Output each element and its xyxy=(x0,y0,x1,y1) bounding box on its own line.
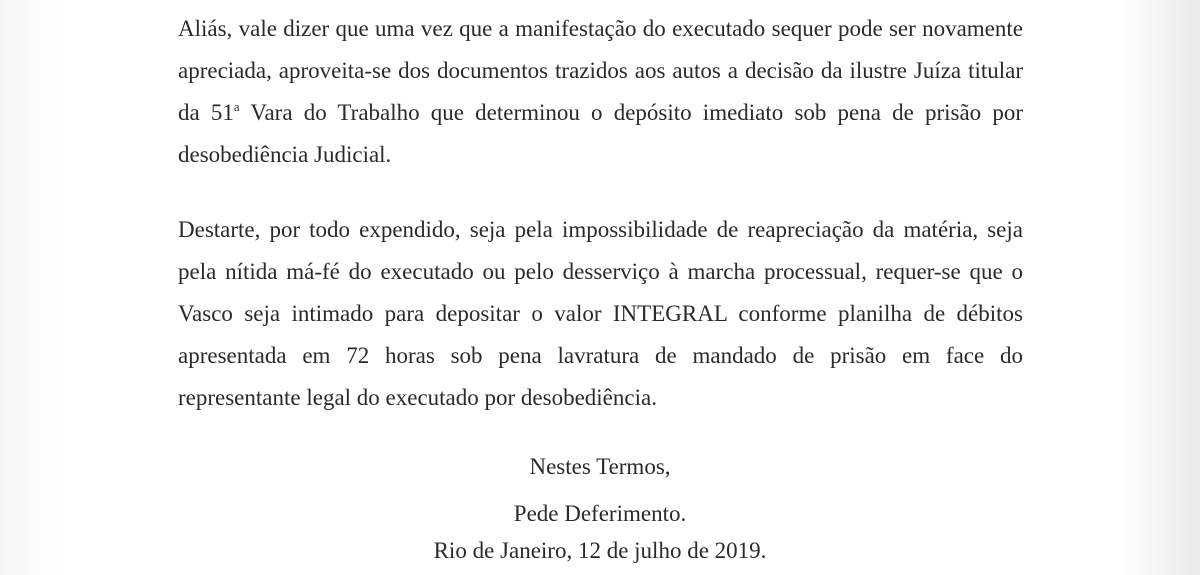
paragraph-1-line-4: desobediência Judicial. xyxy=(178,142,392,167)
paragraph-1-line-3-prefix: da 51 xyxy=(178,100,234,125)
paragraph-1 xyxy=(178,8,1023,176)
paragraph-2-line-4: apresentada em 72 horas sob pena lavratura de mandado de prisão em face do xyxy=(178,343,1023,368)
closing-date-line: Rio de Janeiro, 12 de julho de 2019. xyxy=(433,538,767,563)
closing-pede-deferimento: Pede Deferimento. xyxy=(513,501,687,526)
paragraph-2-line-5: representante legal do executado por desobediência. xyxy=(178,385,657,410)
ordinal-superscript: a xyxy=(233,99,240,114)
paragraph-2-line-1: Destarte, por todo expendido, seja pela impossibilidade de reapreciação da matéria, seja xyxy=(178,217,1023,242)
paragraph-2-line-3: Vasco seja intimado para depositar o valor INTEGRAL conforme planilha de débitos xyxy=(178,301,1023,326)
paragraph-2-line-2: pela nítida má-fé do executado ou pelo desserviço à marcha processual, requer-se que o xyxy=(178,259,1023,284)
paragraph-1-line-3 xyxy=(178,92,1023,134)
paragraph-1-line-1: Aliás, vale dizer que uma vez que a manifestação do executado sequer pode ser novamente xyxy=(178,16,1023,41)
closing-nestes-termos: Nestes Termos, xyxy=(529,454,671,479)
paragraph-1-line-2: apreciada, aproveita-se dos documentos trazidos aos autos a decisão da ilustre Juíza titular xyxy=(178,58,1023,83)
paragraph-2 xyxy=(178,209,1023,419)
paragraph-1-line-3-rest: Vara do Trabalho que determinou o depósito imediato sob pena de prisão por xyxy=(250,100,1023,125)
